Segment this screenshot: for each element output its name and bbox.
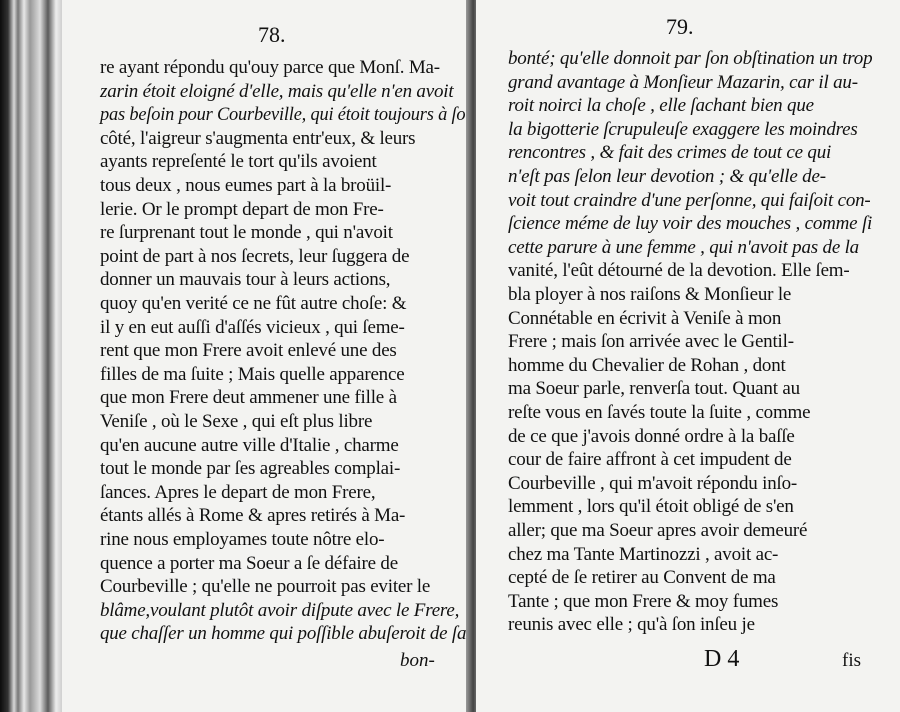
text-line: de ce que j'avois donné ordre à la baſſe xyxy=(508,425,795,447)
text-line: zarin étoit eloigné d'elle, mais qu'elle n'en avoit xyxy=(100,80,454,102)
text-line: donner un mauvais tour à leurs actions, xyxy=(100,269,391,291)
text-line: reſte vous en ſavés toute la ſuite , comme xyxy=(508,402,811,423)
text-line: cette parure à une femme , qui n'avoit pas de la xyxy=(508,236,859,258)
text-line: rencontres , & fait des crimes de tout ce qui xyxy=(508,142,832,164)
text-line: lerie. Or le prompt depart de mon Fre- xyxy=(100,198,384,220)
text-line: vanité, l'eût détourné de la devotion. Elle ſem- xyxy=(508,260,850,282)
text-line: lemment , lors qu'il étoit obligé de s'en xyxy=(508,496,794,518)
text-line: Courbeville , qui m'avoit répondu inſo- xyxy=(508,472,798,494)
text-line: roit noirci la choſe , elle ſachant bien que xyxy=(508,95,814,117)
text-line: filles de ma ſuite ; Mais quelle apparence xyxy=(100,363,405,385)
book-page-edges xyxy=(0,0,62,712)
text-line: Veniſe , où le Sexe , qui eſt plus libre xyxy=(100,411,373,432)
text-line: bonté; qu'elle donnoit par ſon obſtination un trop xyxy=(508,48,873,69)
text-line: grand avantage à Monſieur Mazarin, car il au- xyxy=(508,71,858,93)
text-line: re ſurprenant tout le monde , qui n'avoit xyxy=(100,222,393,244)
text-line: Connétable en écrivit à Veniſe à mon xyxy=(508,307,782,329)
text-line: ſcience méme de luy voir des mouches , comme ſi xyxy=(508,213,873,235)
right-page-number: 79. xyxy=(666,14,694,39)
text-line: la bigotterie ſcrupuleuſe exaggere les moindres xyxy=(508,118,858,140)
text-line: ma Soeur parle, renverſa tout. Quant au xyxy=(508,378,800,400)
right-catchword: fis xyxy=(842,650,861,671)
text-line: ayants repreſenté le tort qu'ils avoient xyxy=(100,151,377,173)
text-line: il y en eut auſſi d'aſſés vicieux , qui ſeme- xyxy=(100,316,405,338)
text-line: quoy qu'en verité ce ne fût autre choſe: & xyxy=(100,293,407,314)
text-line: pas beſoin pour Courbeville, qui étoit toujours à ſo xyxy=(100,104,466,126)
text-line: étants allés à Rome & apres retirés à Ma- xyxy=(100,505,406,527)
text-line: homme du Chevalier de Rohan , dont xyxy=(508,354,786,376)
text-line: tout le monde par ſes agreables complai- xyxy=(100,458,401,480)
text-line: point de part à nos ſecrets, leur ſuggera de xyxy=(100,245,410,267)
text-line: bla ployer à nos raiſons & Monſieur le xyxy=(508,284,792,305)
text-line: quence a porter ma Soeur a ſe défaire de xyxy=(100,552,398,574)
text-line: blâme,voulant plutôt avoir diſpute avec le Frere, xyxy=(100,599,460,621)
left-catchword: bon- xyxy=(400,650,435,671)
left-page-number: 78. xyxy=(258,22,286,47)
left-page xyxy=(62,0,474,712)
text-line: que mon Frere deut ammener une fille à xyxy=(100,387,397,409)
text-line: cour de faire affront à cet impudent de xyxy=(508,449,792,471)
text-line: rent que mon Frere avoit enlevé une des xyxy=(100,340,397,362)
text-line: chez ma Tante Martinozzi , avoit ac- xyxy=(508,543,779,565)
text-line: re ayant répondu qu'ouy parce que Monſ. Ma- xyxy=(100,57,440,78)
text-line: que chaſſer un homme qui poſſible abuſeroit de ſa xyxy=(100,623,467,645)
text-line: voit tout craindre d'une perſonne, qui faiſoit con- xyxy=(508,189,871,211)
text-line: rine nous employames toute nôtre elo- xyxy=(100,529,385,550)
text-line: tous deux , nous eumes part à la broüil- xyxy=(100,175,392,196)
signature-mark: D 4 xyxy=(704,646,740,672)
text-line: Courbeville ; qu'elle ne pourroit pas eviter le xyxy=(100,576,431,598)
text-line: n'eſt pas ſelon leur devotion ; & qu'elle de- xyxy=(508,166,826,187)
text-line: qu'en aucune autre ville d'Italie , charme xyxy=(100,434,399,456)
right-page xyxy=(476,0,900,712)
text-line: côté, l'aigreur s'augmenta entr'eux, & leurs xyxy=(100,127,416,149)
text-line: cepté de ſe retirer au Convent de ma xyxy=(508,567,776,589)
text-line: reunis avec elle ; qu'à ſon inſeu je xyxy=(508,614,755,636)
text-line: ſances. Apres le depart de mon Frere, xyxy=(100,481,376,503)
text-line: Frere ; mais ſon arrivée avec le Gentil- xyxy=(508,331,794,353)
text-line: Tante ; que mon Frere & moy fumes xyxy=(508,590,779,612)
text-line: aller; que ma Soeur apres avoir demeuré xyxy=(508,520,808,541)
